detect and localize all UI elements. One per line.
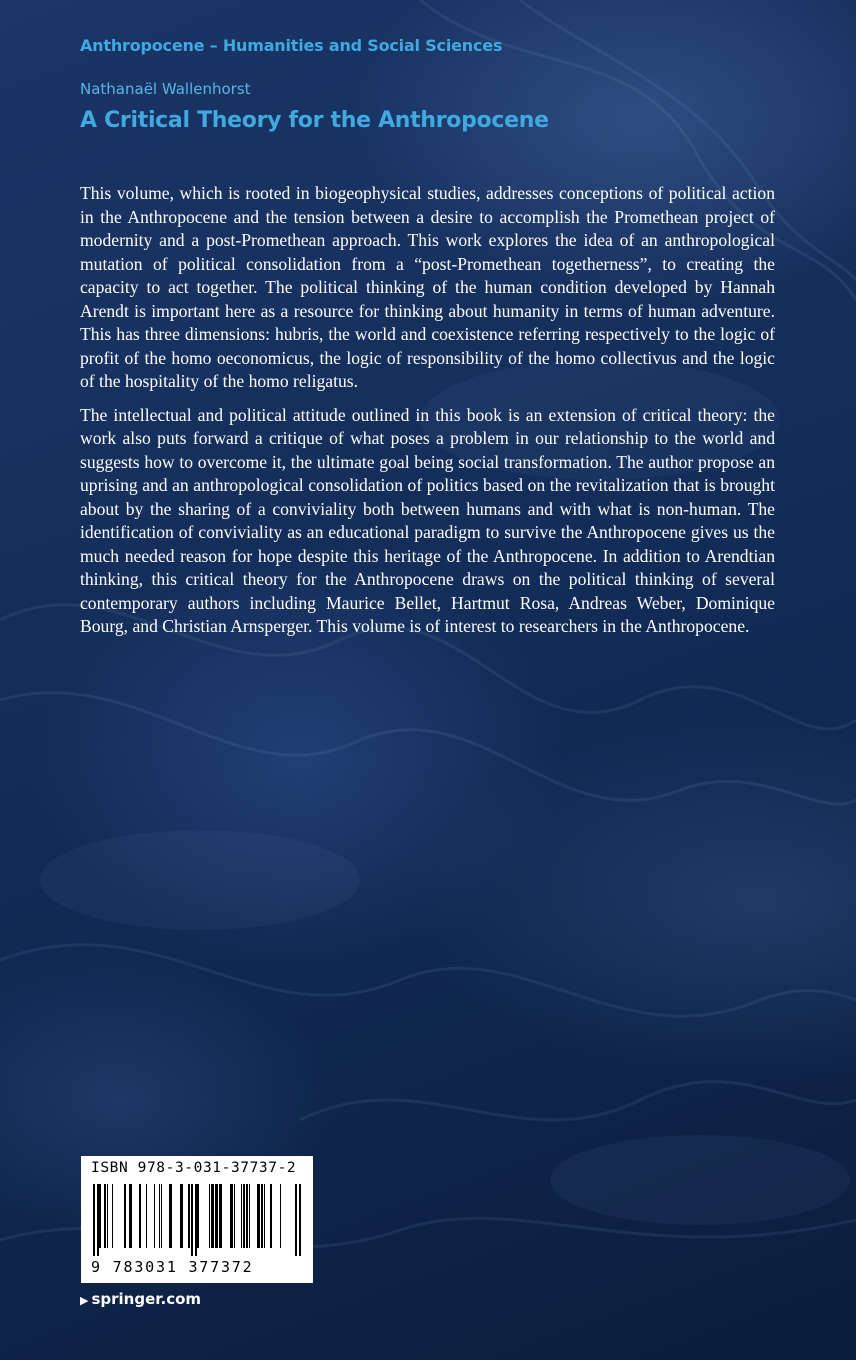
book-title: A Critical Theory for the Anthropocene [80, 108, 549, 133]
barcode-bars [89, 1184, 305, 1256]
description-paragraph: The intellectual and political attitude outlined in this book is an extension of critical theory: the work also puts forward a critique of what poses a problem in our relationship to the world and suggests how to overcome it, the ultimate goal being social transformation. The author propose an uprising and an anthropological consolidation of politics based on the revitalization that is brought about by the sharing of a conviviality both between humans and with what is non-human. The identification of conviviality as an educational paradigm to survive the Anthropocene gives us the much needed reason for hope despite this heritage of the Anthropocene. In addition to Arendtian thinking, this critical theory for the Anthropocene draws on the political thinking of several contemporary authors including Maurice Bellet, Hartmut Rosa, Andreas Weber, Dominique Bourg, and Christian Arnsperger. This volume is of interest to researchers in the Anthropocene. [80, 404, 775, 636]
description-paragraph: This volume, which is rooted in biogeophysical studies, addresses conceptions of political action in the Anthropocene and the tension between a desire to accomplish the Promethean project of modernity and a post-Promethean approach. This work explores the idea of an anthropological mutation of political consolidation from a “post-Promethean togetherness”, to creating the capacity to act together. The political thinking of the human condition developed by Hannah Arendt is important here as a resource for thinking about humanity in terms of human adventure. This has three dimensions: hubris, the world and coexistence referring respectively to the logic of profit of the homo oeconomicus, the logic of responsibility of the homo collectivus and the logic of the hospitality of the homo religatus. [80, 183, 775, 391]
publisher-link[interactable] [80, 1290, 201, 1308]
isbn-barcode [81, 1156, 313, 1283]
series-title: Anthropocene – Humanities and Social Sciences [80, 36, 503, 55]
arrow-right-icon: ▶ [80, 1294, 89, 1307]
isbn-label: ISBN 978-3-031-37737-2 [91, 1160, 297, 1176]
author-name: Nathanaël Wallenhorst [80, 80, 251, 98]
publisher-link-label: springer.com [91, 1290, 202, 1308]
book-description [80, 182, 775, 649]
barcode-digits: 9 783031 377372 [91, 1258, 254, 1276]
